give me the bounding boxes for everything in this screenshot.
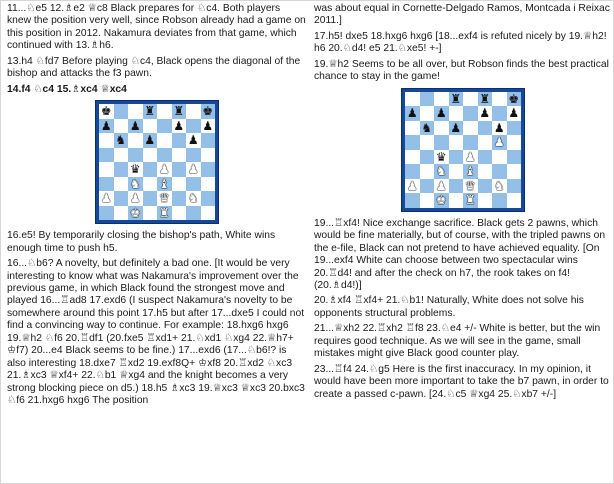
- black-pawn-icon: ♟: [508, 106, 520, 121]
- black-pawn-icon: ♟: [173, 118, 185, 133]
- white-pawn-icon: ♟: [464, 149, 476, 164]
- black-knight-icon: ♞: [115, 133, 127, 148]
- board-square: [405, 121, 420, 136]
- board-square: [201, 206, 216, 221]
- board-square: [114, 104, 129, 119]
- black-knight-icon: ♞: [421, 120, 433, 135]
- black-pawn-icon: ♟: [129, 118, 141, 133]
- white-queen-icon: ♛: [158, 191, 170, 206]
- board-square: [478, 121, 493, 136]
- board-square: [492, 106, 507, 121]
- board-square: [405, 135, 420, 150]
- board-square: [463, 106, 478, 121]
- board-square: [201, 177, 216, 192]
- board-square: [114, 148, 129, 163]
- board-square: [492, 193, 507, 208]
- board-square: [114, 206, 129, 221]
- board-square: [492, 164, 507, 179]
- white-king-icon: ♚: [435, 193, 447, 208]
- board-square: [128, 104, 143, 119]
- board-square: [157, 133, 172, 148]
- white-knight-icon: ♞: [493, 178, 505, 193]
- board-square: [114, 162, 129, 177]
- board-square: [420, 164, 435, 179]
- black-king-icon: ♚: [508, 91, 520, 106]
- black-pawn-icon: ♟: [187, 133, 199, 148]
- board-square: [157, 119, 172, 134]
- board-square: [478, 164, 493, 179]
- board-square: [201, 148, 216, 163]
- white-pawn-icon: ♟: [100, 191, 112, 206]
- black-pawn-icon: ♟: [100, 118, 112, 133]
- black-rook-icon: ♜: [479, 91, 491, 106]
- black-pawn-icon: ♟: [479, 106, 491, 121]
- board-square: [420, 150, 435, 165]
- board-square: [172, 133, 187, 148]
- board-square: [128, 133, 143, 148]
- black-queen-icon: ♛: [435, 149, 447, 164]
- board-square: [143, 119, 158, 134]
- paragraph-continuation: was about equal in Cornette-Delgado Ramos, Montcada i Reixac 2011.]: [314, 3, 610, 27]
- board-square: [186, 104, 201, 119]
- board-square: [478, 150, 493, 165]
- board-square: [492, 92, 507, 107]
- paragraph-move-19-black: 19...♖xf4! Nice exchange sacrifice. Black gets 2 pawns, which would be fine materially, but of course, with the tripled pawns on the e-file, Black can not pretend to have achieved equality. [On 19...exf4 White can choose between two spectacular wins 20.♖d4! and after the check on h7, the rook takes on f4!(20.♗d4!)]: [314, 217, 606, 291]
- board-square: [186, 119, 201, 134]
- white-pawn-icon: ♟: [493, 135, 505, 150]
- black-rook-icon: ♜: [173, 104, 185, 119]
- board-square: [143, 148, 158, 163]
- black-rook-icon: ♜: [144, 104, 156, 119]
- board-square: [478, 193, 493, 208]
- board-square: [186, 206, 201, 221]
- paragraph-move-20: 20.♗xf4 ♖xf4+ 21.♘b1! Naturally, White does not solve his opponents structural problems.: [314, 295, 584, 319]
- right-column: [314, 3, 612, 483]
- board-square: [420, 193, 435, 208]
- chess-board-1: [99, 104, 215, 220]
- board-square: [157, 104, 172, 119]
- black-pawn-icon: ♟: [144, 133, 156, 148]
- board-square: [114, 191, 129, 206]
- black-queen-icon: ♛: [129, 162, 141, 177]
- chess-diagram-2-wrapper: [314, 88, 612, 212]
- board-square: [420, 135, 435, 150]
- board-square: [420, 92, 435, 107]
- board-square: [434, 135, 449, 150]
- board-square: [114, 119, 129, 134]
- board-square: [172, 148, 187, 163]
- board-square: [157, 148, 172, 163]
- white-pawn-icon: ♟: [129, 191, 141, 206]
- white-pawn-icon: ♟: [406, 178, 418, 193]
- chess-diagram-2: [401, 88, 525, 212]
- board-square: [172, 191, 187, 206]
- board-square: [186, 177, 201, 192]
- board-square: [449, 106, 464, 121]
- board-square: [507, 164, 522, 179]
- paragraph-move-21: 21...♕xh2 22.♖xh2 ♖f8 23.♘e4 +/- White is better, but the win requires good technique. As we will see in the game, small mistakes might give Black good counter play.: [314, 323, 601, 360]
- board-square: [405, 150, 420, 165]
- chess-diagram-1: [95, 100, 219, 224]
- white-knight-icon: ♞: [129, 176, 141, 191]
- board-square: [507, 193, 522, 208]
- black-rook-icon: ♜: [450, 91, 462, 106]
- board-square: [405, 193, 420, 208]
- white-knight-icon: ♞: [435, 164, 447, 179]
- black-pawn-icon: ♟: [450, 120, 462, 135]
- white-rook-icon: ♜: [464, 193, 476, 208]
- board-square: [201, 162, 216, 177]
- board-square: [420, 106, 435, 121]
- board-square: [449, 150, 464, 165]
- board-square: [99, 133, 114, 148]
- white-knight-icon: ♞: [187, 191, 199, 206]
- board-square: [143, 177, 158, 192]
- board-square: [449, 193, 464, 208]
- board-square: [449, 179, 464, 194]
- board-square: [99, 206, 114, 221]
- white-bishop-icon: ♝: [464, 164, 476, 179]
- board-square: [172, 162, 187, 177]
- board-square: [405, 164, 420, 179]
- board-square: [201, 133, 216, 148]
- board-square: [143, 206, 158, 221]
- board-square: [114, 177, 129, 192]
- board-square: [420, 179, 435, 194]
- board-square: [434, 121, 449, 136]
- black-king-icon: ♚: [100, 104, 112, 119]
- board-square: [143, 191, 158, 206]
- board-square: [463, 121, 478, 136]
- board-square: [99, 162, 114, 177]
- board-square: [449, 135, 464, 150]
- paragraph-move-13: 13.h4 ♘fd7 Before playing ♘c4, Black opens the diagonal of the bishop and attacks the f3 pawn.: [7, 55, 301, 80]
- paragraph-move-16-black: 16...♘b6? A novelty, but definitely a bad one. [It would be very interesting to know what was Nakamura's improvement over the previous game, in which Black found the strongest move and played 16...♖ad8 17.exd6 (I suspect Nakamura's novelty to be somewhere around this point 17.h5 but after 17...dxe5 I could not find a convincing way to continue. For example: 18.hxg6 hxg6 19.♕h2 ♘f6 20.♖df1 (20.fxe5 ♖xd1+ 21.♘xd1 ♘xg4 22.♕h7+ ♔f7) 20...e4 Black seems to be fine.) 17...exd6 (17...♘b6!? is also interesting 18.dxe7 ♖xd2 19.exf8Q+ ♔xf8 20.♖xd2 ♘xc3 21.♗xc3 ♕xf4+ 22.♘b1 ♕xg4 and the knight becomes a very strong blocking piece on d5.) 18.h5 ♗xc3 19.♕xc3 ♕xc3 20.bxc3 ♘f6 21.hxg6 hxg6 The position: [7, 258, 305, 407]
- black-king-icon: ♚: [202, 104, 214, 119]
- white-pawn-icon: ♟: [187, 162, 199, 177]
- board-square: [507, 150, 522, 165]
- chess-board-2: [405, 92, 521, 208]
- paragraph-move-19: 19.♕h2 Seems to be all over, but Robson finds the best practical chance to stay in the game!: [314, 58, 609, 83]
- white-pawn-icon: ♟: [158, 162, 170, 177]
- board-square: [492, 150, 507, 165]
- paragraph-move-16: 16.e5! By temporarily closing the bishop's path, White wins enough time to push h5.: [7, 230, 276, 254]
- board-square: [478, 135, 493, 150]
- board-square: [463, 135, 478, 150]
- white-queen-icon: ♛: [464, 178, 476, 193]
- black-pawn-icon: ♟: [493, 120, 505, 135]
- board-square: [405, 92, 420, 107]
- black-pawn-icon: ♟: [202, 118, 214, 133]
- board-square: [172, 177, 187, 192]
- board-square: [99, 177, 114, 192]
- board-square: [201, 191, 216, 206]
- paragraph-move-14: 14.f4 ♘c4 15.♗xc4 ♕xc4: [7, 83, 127, 95]
- board-square: [478, 179, 493, 194]
- board-square: [186, 148, 201, 163]
- board-square: [507, 135, 522, 150]
- board-square: [128, 148, 143, 163]
- board-square: [449, 164, 464, 179]
- white-king-icon: ♚: [129, 205, 141, 220]
- paragraph-move-11: 11...♘e5 12.♗e2 ♕c8 Black prepares for ♘c4. Both players knew the position very well, since Robson already had a game on this position in 2012. Nakamura deviates from that game, which continued with 13.♗h6.: [7, 3, 306, 52]
- chess-diagram-1-wrapper: [7, 100, 307, 224]
- paragraph-move-23: 23...♖f4 24.♘g5 Here is the first inaccuracy. In my opinion, it would have been more important to take the b7 pawn, in order to create a passed c-pawn. [24.♘c5 ♕xg4 25.♘xb7 +/-]: [314, 363, 609, 400]
- board-square: [172, 206, 187, 221]
- board-square: [507, 121, 522, 136]
- black-pawn-icon: ♟: [406, 106, 418, 121]
- left-column: [7, 3, 307, 483]
- board-square: [99, 148, 114, 163]
- white-pawn-icon: ♟: [435, 178, 447, 193]
- white-bishop-icon: ♝: [158, 176, 170, 191]
- paragraph-move-17: 17.h5! dxe5 18.hxg6 hxg6 [18...exf4 is refuted nicely by 19.♕h2! h6 20.♘d4! e5 21.♘xe5! +-]: [314, 30, 607, 55]
- board-square: [143, 162, 158, 177]
- board-square: [507, 179, 522, 194]
- board-square: [463, 92, 478, 107]
- board-square: [434, 92, 449, 107]
- white-rook-icon: ♜: [158, 205, 170, 220]
- black-pawn-icon: ♟: [435, 106, 447, 121]
